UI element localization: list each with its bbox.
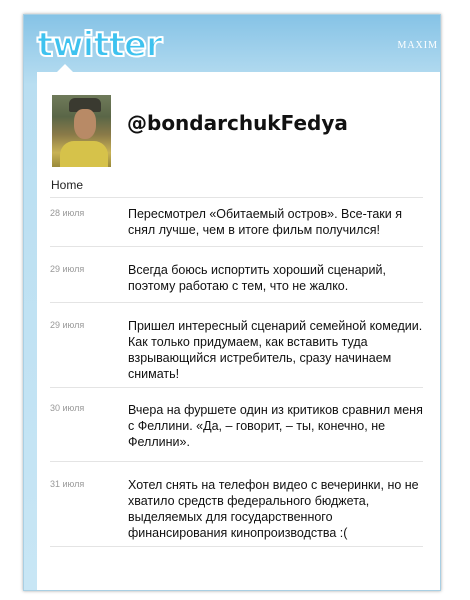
tweet-date[interactable]: 28 июля (50, 208, 85, 218)
twitter-logo[interactable]: twitter (37, 25, 162, 65)
profile-username: @bondarchukFedya (127, 111, 348, 135)
avatar-body (60, 141, 108, 167)
list-divider (50, 546, 423, 547)
tweet-date[interactable]: 29 июля (50, 264, 85, 274)
avatar[interactable] (52, 95, 111, 167)
tweet-item (50, 246, 423, 293)
tweet-text: Вчера на фуршете один из критиков сравнил меня с Феллини. «Да, – говорит, – ты, конечно, не Феллини». (128, 403, 423, 449)
tweet-date[interactable]: 31 июля (50, 479, 85, 489)
tweet-text: Хотел снять на телефон видео с вечеринки, но не хватило средств федерального бюджета, выделяемых для государственного финансирования кинопроизводства :( (128, 478, 419, 540)
tweet-item (50, 302, 423, 381)
maxim-brand-label: MAXIM (397, 40, 438, 51)
tweet-text: Всегда боюсь испортить хороший сценарий, поэтому работаю с тем, что не жалко. (128, 263, 386, 293)
tweet-text: Пришел интересный сценарий семейной комедии. Как только придумаем, как вставить туда взрывающийся истребитель, сразу начинаем снимать! (128, 319, 423, 381)
nav-home-link[interactable]: Home (51, 178, 84, 192)
tweet-date[interactable]: 30 июля (50, 403, 85, 413)
tweet-date[interactable]: 29 июля (50, 320, 85, 330)
tweet-item (50, 387, 423, 449)
panel-notch (57, 64, 73, 72)
tweet-text: Пересмотрел «Обитаемый остров». Все-таки я снял лучше, чем в итоге фильм получился! (128, 207, 402, 237)
avatar-face (74, 109, 96, 139)
tweet-item (50, 197, 423, 237)
tweet-item (50, 461, 423, 540)
